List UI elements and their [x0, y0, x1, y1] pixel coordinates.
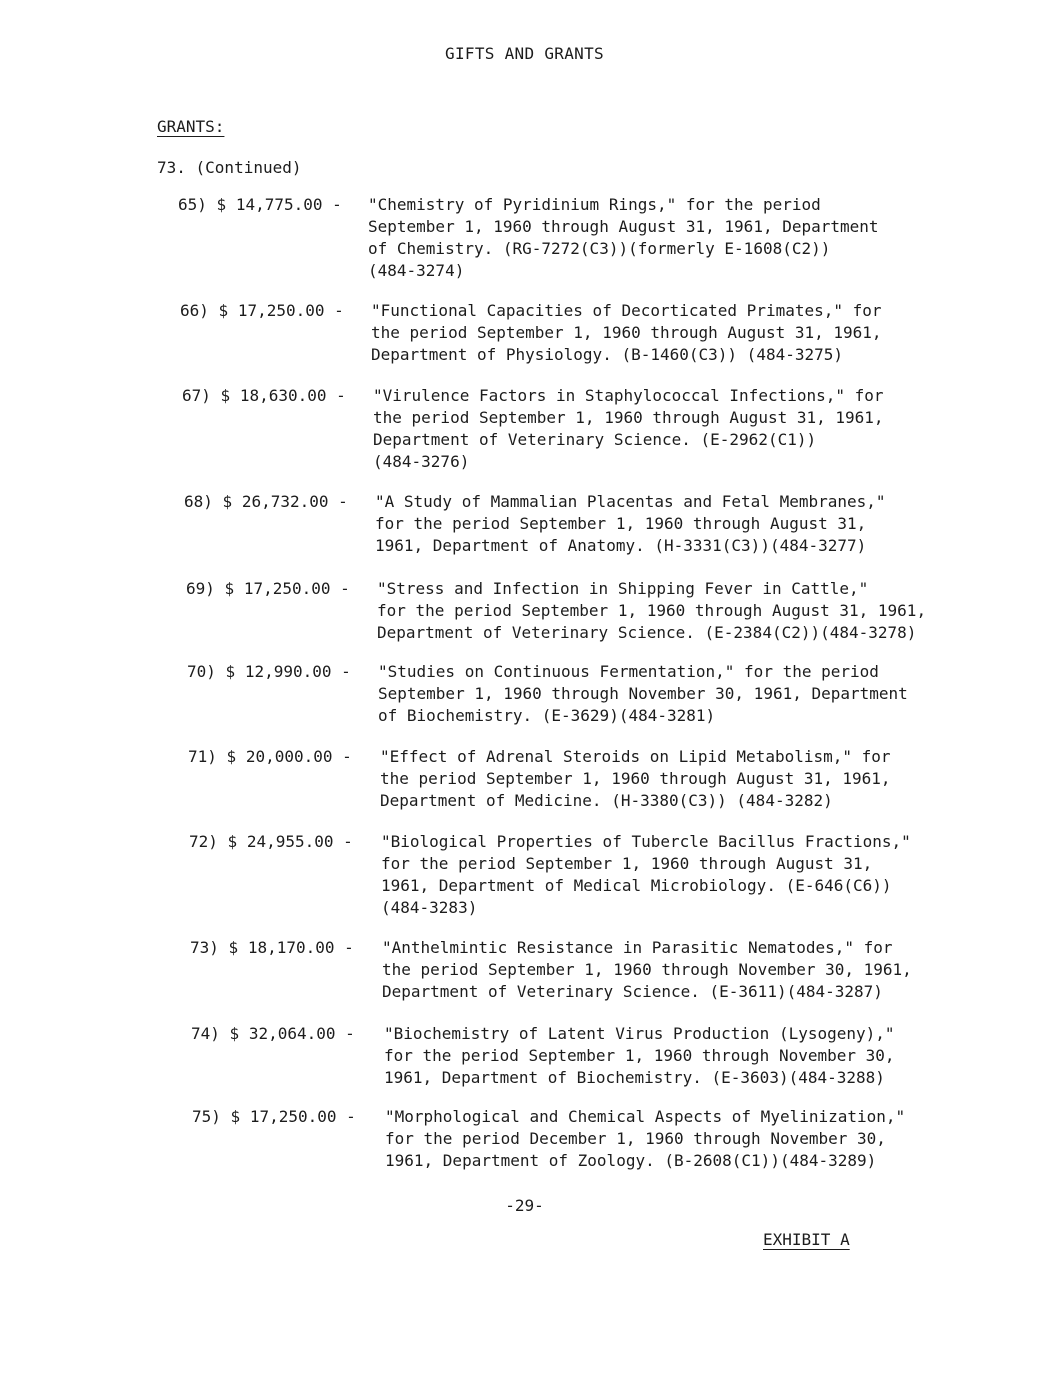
- grant-lead: [184, 491, 375, 557]
- grant-description: [378, 661, 908, 727]
- grant-amount: $ 18,630.00 -: [220, 386, 346, 405]
- grant-number: 71): [188, 747, 217, 766]
- grant-description-line: 1961, Department of Biochemistry. (E-3603)(484-3288): [384, 1068, 885, 1087]
- grant-lead: [182, 385, 373, 473]
- grant-amount: $ 17,250.00 -: [230, 1107, 356, 1126]
- grant-lead: [189, 831, 381, 919]
- grant-description-line: (484-3276): [373, 452, 470, 471]
- grant-description-line: for the period September 1, 1960 through November 30,: [384, 1046, 895, 1065]
- grant-number: 69): [186, 579, 215, 598]
- grant-number: 68): [184, 492, 213, 511]
- grant-description-line: the period September 1, 1960 through August 31, 1961,: [380, 769, 891, 788]
- grant-description-line: "Biochemistry of Latent Virus Production (Lysogeny),": [384, 1024, 895, 1043]
- grant-description-line: 1961, Department of Medical Microbiology. (E-646(C6)): [381, 876, 892, 895]
- grant-entry: [186, 578, 926, 644]
- grant-lead: [178, 194, 368, 282]
- grant-description-line: Department of Veterinary Science. (E-2962(C1)): [373, 430, 817, 449]
- grant-description: [375, 491, 886, 557]
- grant-description-line: "Effect of Adrenal Steroids on Lipid Metabolism," for: [380, 747, 891, 766]
- grant-entry: [187, 661, 908, 727]
- grant-number: 66): [180, 301, 209, 320]
- grant-description-line: 1961, Department of Anatomy. (H-3331(C3))(484-3277): [375, 536, 867, 555]
- grant-description-line: "Virulence Factors in Staphylococcal Infections," for: [373, 386, 884, 405]
- grant-description-line: "Stress and Infection in Shipping Fever in Cattle,": [377, 579, 869, 598]
- grant-description-line: "Studies on Continuous Fermentation," for the period: [378, 662, 879, 681]
- grant-description-line: Department of Medicine. (H-3380(C3)) (484-3282): [380, 791, 833, 810]
- grant-description: [384, 1023, 895, 1089]
- grant-description-line: "Functional Capacities of Decorticated Primates," for: [371, 301, 882, 320]
- continued-line: 73. (Continued): [157, 158, 302, 177]
- grant-entry: [188, 746, 891, 812]
- grant-description-line: "A Study of Mammalian Placentas and Fetal Membranes,": [375, 492, 886, 511]
- grant-lead: [192, 1106, 385, 1172]
- grant-description-line: Department of Veterinary Science. (E-2384(C2))(484-3278): [377, 623, 917, 642]
- grant-lead: [190, 937, 382, 1003]
- grant-entry: [182, 385, 884, 473]
- grant-description-line: September 1, 1960 through November 30, 1961, Department: [378, 684, 908, 703]
- grant-description-line: "Anthelmintic Resistance in Parasitic Nematodes," for: [382, 938, 893, 957]
- grant-description-line: for the period September 1, 1960 through August 31, 1961,: [377, 601, 927, 620]
- grant-description-line: the period September 1, 1960 through November 30, 1961,: [382, 960, 912, 979]
- grant-description-line: Department of Veterinary Science. (E-3611)(484-3287): [382, 982, 883, 1001]
- grant-entry: [190, 937, 912, 1003]
- grant-number: 67): [182, 386, 211, 405]
- grant-description-line: "Chemistry of Pyridinium Rings," for the period: [368, 195, 821, 214]
- grant-description: [380, 746, 891, 812]
- grant-number: 72): [189, 832, 218, 851]
- grant-description-line: 1961, Department of Zoology. (B-2608(C1))(484-3289): [385, 1151, 877, 1170]
- grant-description-line: for the period September 1, 1960 through August 31,: [375, 514, 867, 533]
- grant-description-line: (484-3274): [368, 261, 465, 280]
- grant-amount: $ 26,732.00 -: [222, 492, 348, 511]
- grant-lead: [186, 578, 377, 644]
- grant-lead: [191, 1023, 384, 1089]
- section-heading: GRANTS:: [157, 117, 225, 136]
- grant-description-line: Department of Physiology. (B-1460(C3)) (484-3275): [371, 345, 844, 364]
- grant-entry: [178, 194, 879, 282]
- grant-amount: $ 14,775.00 -: [216, 195, 342, 214]
- grant-amount: $ 24,955.00 -: [227, 832, 353, 851]
- grant-entry: [191, 1023, 895, 1089]
- grant-amount: $ 32,064.00 -: [229, 1024, 355, 1043]
- grant-number: 75): [192, 1107, 221, 1126]
- grant-number: 65): [178, 195, 207, 214]
- page-title: GIFTS AND GRANTS: [445, 44, 604, 63]
- grant-entry: [184, 491, 886, 557]
- grant-description-line: for the period September 1, 1960 through August 31,: [381, 854, 873, 873]
- grant-description-line: September 1, 1960 through August 31, 1961, Department: [368, 217, 879, 236]
- grant-description-line: the period September 1, 1960 through August 31, 1961,: [371, 323, 882, 342]
- grant-amount: $ 17,250.00 -: [224, 579, 350, 598]
- grant-description-line: for the period December 1, 1960 through November 30,: [385, 1129, 886, 1148]
- grant-description-line: "Morphological and Chemical Aspects of Myelinization,": [385, 1107, 906, 1126]
- grant-description-line: of Biochemistry. (E-3629)(484-3281): [378, 706, 716, 725]
- grant-description: [382, 937, 912, 1003]
- grant-amount: $ 17,250.00 -: [218, 301, 344, 320]
- grant-description: [381, 831, 911, 919]
- grant-description-line: (484-3283): [381, 898, 478, 917]
- grant-description: [377, 578, 926, 644]
- grant-amount: $ 20,000.00 -: [226, 747, 352, 766]
- grant-number: 70): [187, 662, 216, 681]
- exhibit-label: EXHIBIT A: [763, 1230, 850, 1249]
- grant-lead: [188, 746, 380, 812]
- grant-description: [385, 1106, 905, 1172]
- grant-description: [371, 300, 882, 366]
- grant-description: [368, 194, 879, 282]
- grant-entry: [180, 300, 882, 366]
- grant-description-line: "Biological Properties of Tubercle Bacillus Fractions,": [381, 832, 911, 851]
- grant-entry: [192, 1106, 905, 1172]
- grant-lead: [187, 661, 378, 727]
- grant-number: 74): [191, 1024, 220, 1043]
- grant-lead: [180, 300, 371, 366]
- page-number: -29-: [505, 1196, 544, 1215]
- grant-number: 73): [190, 938, 219, 957]
- grant-description-line: of Chemistry. (RG-7272(C3))(formerly E-1608(C2)): [368, 239, 831, 258]
- grant-description-line: the period September 1, 1960 through August 31, 1961,: [373, 408, 884, 427]
- grant-amount: $ 12,990.00 -: [225, 662, 351, 681]
- grant-amount: $ 18,170.00 -: [228, 938, 354, 957]
- grant-description: [373, 385, 884, 473]
- grant-entry: [189, 831, 911, 919]
